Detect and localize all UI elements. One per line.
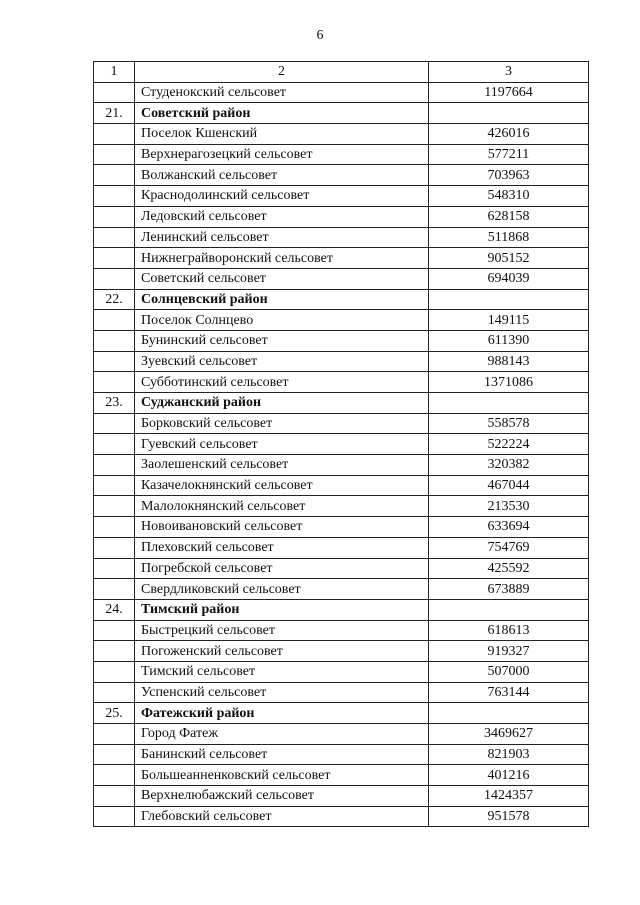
settlement-name-cell: Краснодолинский сельсовет <box>135 186 429 207</box>
row-number-cell <box>94 724 135 745</box>
row-number-cell <box>94 517 135 538</box>
amount-cell: 754769 <box>429 537 589 558</box>
row-number-cell <box>94 330 135 351</box>
table-body <box>94 62 589 827</box>
row-number-cell <box>94 248 135 269</box>
row-number-cell <box>94 537 135 558</box>
settlement-name-cell: Волжанский сельсовет <box>135 165 429 186</box>
amount-cell <box>429 289 589 310</box>
table-row <box>94 806 589 827</box>
table-row <box>94 765 589 786</box>
settlement-name-cell: Фатежский район <box>135 703 429 724</box>
amount-cell: 633694 <box>429 517 589 538</box>
table-row <box>94 413 589 434</box>
settlement-name-cell: Суджанский район <box>135 393 429 414</box>
row-number-cell <box>94 310 135 331</box>
amount-cell <box>429 599 589 620</box>
amount-cell: 425592 <box>429 558 589 579</box>
amount-cell: 522224 <box>429 434 589 455</box>
settlement-name-cell: Гуевский сельсовет <box>135 434 429 455</box>
settlement-name-cell: Банинский сельсовет <box>135 744 429 765</box>
row-number-cell <box>94 372 135 393</box>
table-row <box>94 434 589 455</box>
settlement-name-cell: Погребской сельсовет <box>135 558 429 579</box>
settlement-name-cell: Казачелокнянский сельсовет <box>135 475 429 496</box>
district-row <box>94 599 589 620</box>
settlement-name-cell: Студенокский сельсовет <box>135 82 429 103</box>
row-number-cell <box>94 496 135 517</box>
district-row <box>94 103 589 124</box>
amount-cell: 1197664 <box>429 82 589 103</box>
row-number-cell <box>94 144 135 165</box>
row-number-cell <box>94 268 135 289</box>
settlement-name-cell: Нижнеграйворонский сельсовет <box>135 248 429 269</box>
row-number-cell <box>94 455 135 476</box>
row-number-cell: 21. <box>94 103 135 124</box>
settlement-name-cell: Глебовский сельсовет <box>135 806 429 827</box>
settlement-name-cell: Новоивановский сельсовет <box>135 517 429 538</box>
column-header-1: 1 <box>94 62 135 83</box>
settlement-name-cell: Плеховский сельсовет <box>135 537 429 558</box>
amount-cell: 611390 <box>429 330 589 351</box>
amount-cell: 507000 <box>429 661 589 682</box>
amount-cell <box>429 393 589 414</box>
table-row <box>94 144 589 165</box>
table-row <box>94 330 589 351</box>
amount-cell: 511868 <box>429 227 589 248</box>
table-row <box>94 579 589 600</box>
amount-cell: 694039 <box>429 268 589 289</box>
amount-cell: 1424357 <box>429 786 589 807</box>
table-row <box>94 206 589 227</box>
table-row <box>94 620 589 641</box>
row-number-cell <box>94 806 135 827</box>
settlement-name-cell: Погоженский сельсовет <box>135 641 429 662</box>
settlement-name-cell: Ледовский сельсовет <box>135 206 429 227</box>
row-number-cell <box>94 558 135 579</box>
settlement-name-cell: Быстрецкий сельсовет <box>135 620 429 641</box>
amount-cell: 577211 <box>429 144 589 165</box>
row-number-cell <box>94 434 135 455</box>
settlement-name-cell: Верхнелюбажский сельсовет <box>135 786 429 807</box>
allocation-table <box>93 61 589 827</box>
amount-cell: 426016 <box>429 124 589 145</box>
row-number-cell: 22. <box>94 289 135 310</box>
table-row <box>94 475 589 496</box>
amount-cell: 3469627 <box>429 724 589 745</box>
table-row <box>94 682 589 703</box>
table-row <box>94 537 589 558</box>
table-row <box>94 82 589 103</box>
row-number-cell <box>94 413 135 434</box>
amount-cell: 628158 <box>429 206 589 227</box>
row-number-cell <box>94 641 135 662</box>
amount-cell: 401216 <box>429 765 589 786</box>
table-row <box>94 786 589 807</box>
settlement-name-cell: Успенский сельсовет <box>135 682 429 703</box>
settlement-name-cell: Город Фатеж <box>135 724 429 745</box>
amount-cell: 548310 <box>429 186 589 207</box>
amount-cell: 320382 <box>429 455 589 476</box>
amount-cell: 558578 <box>429 413 589 434</box>
table-row <box>94 558 589 579</box>
row-number-cell <box>94 351 135 372</box>
row-number-cell <box>94 475 135 496</box>
amount-cell: 763144 <box>429 682 589 703</box>
table-row <box>94 351 589 372</box>
settlement-name-cell: Тимский сельсовет <box>135 661 429 682</box>
amount-cell: 919327 <box>429 641 589 662</box>
settlement-name-cell: Заолешенский сельсовет <box>135 455 429 476</box>
table-row <box>94 310 589 331</box>
table-row <box>94 744 589 765</box>
settlement-name-cell: Бунинский сельсовет <box>135 330 429 351</box>
row-number-cell <box>94 765 135 786</box>
page-number: 6 <box>316 28 324 43</box>
row-number-cell <box>94 744 135 765</box>
amount-cell <box>429 703 589 724</box>
table-row <box>94 372 589 393</box>
settlement-name-cell: Советский район <box>135 103 429 124</box>
settlement-name-cell: Тимский район <box>135 599 429 620</box>
row-number-cell <box>94 82 135 103</box>
row-number-cell <box>94 206 135 227</box>
district-row <box>94 393 589 414</box>
amount-cell: 951578 <box>429 806 589 827</box>
row-number-cell <box>94 682 135 703</box>
amount-cell: 618613 <box>429 620 589 641</box>
table-row <box>94 661 589 682</box>
table-row <box>94 124 589 145</box>
amount-cell: 905152 <box>429 248 589 269</box>
settlement-name-cell: Субботинский сельсовет <box>135 372 429 393</box>
row-number-cell <box>94 165 135 186</box>
amount-cell: 467044 <box>429 475 589 496</box>
settlement-name-cell: Ленинский сельсовет <box>135 227 429 248</box>
amount-cell: 703963 <box>429 165 589 186</box>
table-row <box>94 186 589 207</box>
column-header-3: 3 <box>429 62 589 83</box>
settlement-name-cell: Солнцевский район <box>135 289 429 310</box>
row-number-cell <box>94 124 135 145</box>
table-row <box>94 517 589 538</box>
row-number-cell <box>94 186 135 207</box>
settlement-name-cell: Малолокнянский сельсовет <box>135 496 429 517</box>
settlement-name-cell: Верхнерагозецкий сельсовет <box>135 144 429 165</box>
table-row <box>94 227 589 248</box>
amount-cell: 1371086 <box>429 372 589 393</box>
settlement-name-cell: Зуевский сельсовет <box>135 351 429 372</box>
row-number-cell: 23. <box>94 393 135 414</box>
amount-cell: 213530 <box>429 496 589 517</box>
settlement-name-cell: Поселок Кшенский <box>135 124 429 145</box>
settlement-name-cell: Советский сельсовет <box>135 268 429 289</box>
settlement-name-cell: Большеанненковский сельсовет <box>135 765 429 786</box>
amount-cell: 673889 <box>429 579 589 600</box>
table-row <box>94 268 589 289</box>
settlement-name-cell: Свердликовский сельсовет <box>135 579 429 600</box>
settlement-name-cell: Поселок Солнцево <box>135 310 429 331</box>
amount-cell <box>429 103 589 124</box>
row-number-cell <box>94 227 135 248</box>
table-row <box>94 641 589 662</box>
amount-cell: 821903 <box>429 744 589 765</box>
table-header-row <box>94 62 589 83</box>
district-row <box>94 703 589 724</box>
table-row <box>94 724 589 745</box>
row-number-cell <box>94 620 135 641</box>
amount-cell: 988143 <box>429 351 589 372</box>
row-number-cell <box>94 786 135 807</box>
table-row <box>94 455 589 476</box>
table-row <box>94 248 589 269</box>
table-row <box>94 165 589 186</box>
settlement-name-cell: Борковский сельсовет <box>135 413 429 434</box>
amount-cell: 149115 <box>429 310 589 331</box>
district-row <box>94 289 589 310</box>
row-number-cell: 24. <box>94 599 135 620</box>
table-row <box>94 496 589 517</box>
column-header-2: 2 <box>135 62 429 83</box>
row-number-cell <box>94 661 135 682</box>
row-number-cell: 25. <box>94 703 135 724</box>
row-number-cell <box>94 579 135 600</box>
